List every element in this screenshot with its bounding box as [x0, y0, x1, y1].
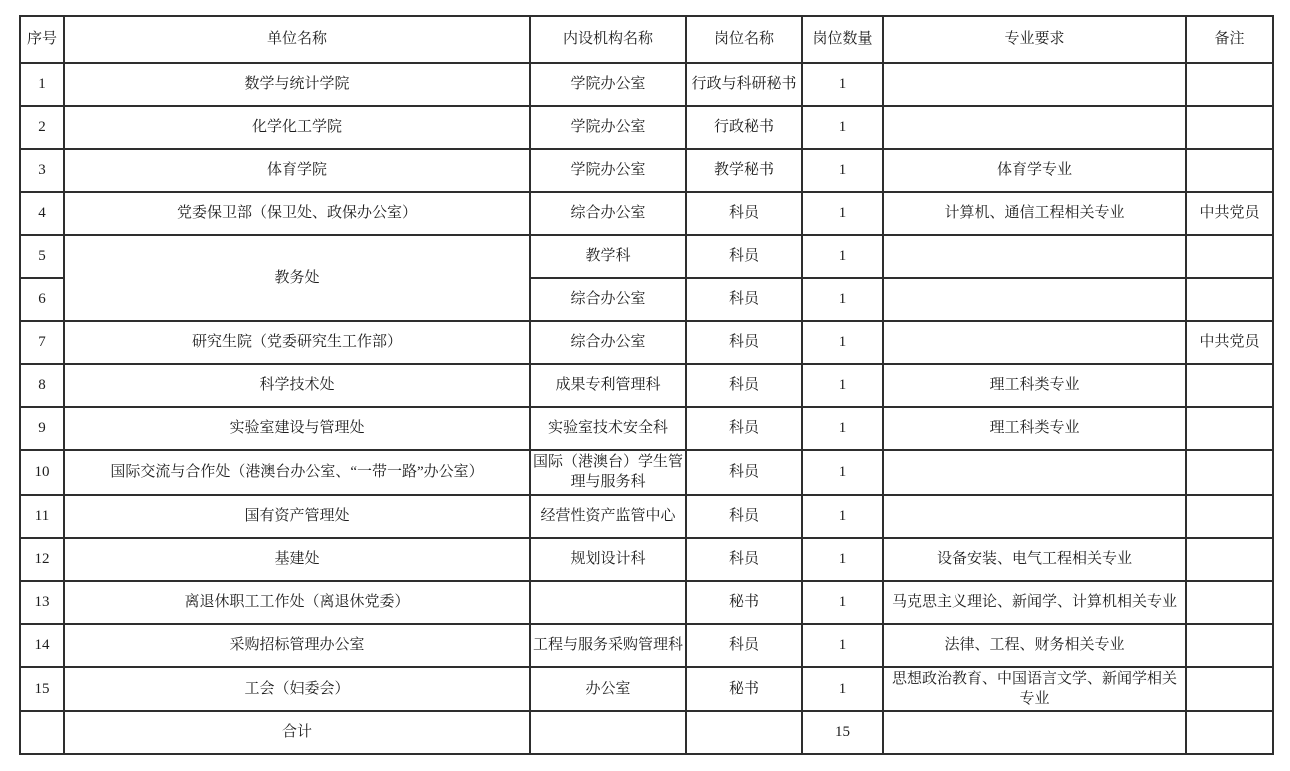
cell-internal-org-name: 教学科: [530, 235, 686, 278]
cell-serial-number: 3: [20, 149, 64, 192]
cell-position-name: 科员: [686, 407, 802, 450]
table-header: [20, 16, 1273, 63]
col-header-remarks: 备注: [1186, 16, 1273, 63]
cell-unit-name: 数学与统计学院: [64, 63, 530, 106]
cell-major-requirement: 理工科类专业: [883, 407, 1186, 450]
cell-position-count: 1: [802, 278, 883, 321]
cell-major-requirement: 理工科类专业: [883, 364, 1186, 407]
cell-position-name: 科员: [686, 495, 802, 538]
cell-serial-number: 1: [20, 63, 64, 106]
cell-position-name: 秘书: [686, 581, 802, 624]
col-header-position-name: 岗位名称: [686, 16, 802, 63]
col-header-unit-name: 单位名称: [64, 16, 530, 63]
col-header-major-requirement: 专业要求: [883, 16, 1186, 63]
cell-internal-org-name: 综合办公室: [530, 192, 686, 235]
table-row: [20, 667, 1273, 712]
cell-remarks: [1186, 538, 1273, 581]
cell-serial-number: 13: [20, 581, 64, 624]
cell-serial-number: 5: [20, 235, 64, 278]
table-row: [20, 106, 1273, 149]
table-row: [20, 192, 1273, 235]
cell-internal-org-name: 规划设计科: [530, 538, 686, 581]
cell-major-requirement: [883, 235, 1186, 278]
cell-unit-name: 工会（妇委会）: [64, 667, 530, 712]
cell-position-count: 1: [802, 450, 883, 495]
cell-position-name: [686, 711, 802, 754]
table-row: [20, 235, 1273, 278]
cell-unit-name: 体育学院: [64, 149, 530, 192]
cell-serial-number: 14: [20, 624, 64, 667]
cell-internal-org-name: [530, 581, 686, 624]
cell-internal-org-name: 经营性资产监管中心: [530, 495, 686, 538]
cell-remarks: [1186, 495, 1273, 538]
cell-major-requirement: [883, 450, 1186, 495]
cell-position-count: 1: [802, 407, 883, 450]
cell-internal-org-name: 工程与服务采购管理科: [530, 624, 686, 667]
header-row: [20, 16, 1273, 63]
cell-position-count: 1: [802, 106, 883, 149]
cell-major-requirement: 法律、工程、财务相关专业: [883, 624, 1186, 667]
cell-position-name: 科员: [686, 364, 802, 407]
cell-position-count: 1: [802, 624, 883, 667]
cell-major-requirement: 体育学专业: [883, 149, 1186, 192]
cell-remarks: [1186, 624, 1273, 667]
cell-position-name: 科员: [686, 538, 802, 581]
cell-remarks: 中共党员: [1186, 321, 1273, 364]
cell-position-count: 1: [802, 538, 883, 581]
cell-position-name: 科员: [686, 450, 802, 495]
cell-serial-number: 8: [20, 364, 64, 407]
cell-major-requirement: 思想政治教育、中国语言文学、新闻学相关专业: [883, 667, 1186, 712]
cell-remarks: [1186, 450, 1273, 495]
cell-unit-name: 采购招标管理办公室: [64, 624, 530, 667]
cell-serial-number: 4: [20, 192, 64, 235]
cell-position-count: 1: [802, 321, 883, 364]
cell-internal-org-name: 国际（港澳台）学生管理与服务科: [530, 450, 686, 495]
total-row: [20, 711, 1273, 754]
cell-serial-number: 9: [20, 407, 64, 450]
cell-position-count: 1: [802, 192, 883, 235]
table-row: [20, 149, 1273, 192]
cell-internal-org-name: 综合办公室: [530, 278, 686, 321]
cell-serial-number: 15: [20, 667, 64, 712]
cell-major-requirement: 马克思主义理论、新闻学、计算机相关专业: [883, 581, 1186, 624]
table-row: [20, 581, 1273, 624]
cell-unit-name: 国际交流与合作处（港澳台办公室、“一带一路”办公室）: [64, 450, 530, 495]
table-row: [20, 450, 1273, 495]
cell-remarks: 中共党员: [1186, 192, 1273, 235]
cell-remarks: [1186, 667, 1273, 712]
cell-unit-name: 基建处: [64, 538, 530, 581]
cell-unit-name: 离退休职工工作处（离退休党委）: [64, 581, 530, 624]
cell-position-count: 1: [802, 495, 883, 538]
table-body: [20, 63, 1273, 754]
recruitment-positions-table: [19, 15, 1274, 755]
cell-serial-number: 11: [20, 495, 64, 538]
cell-position-name: 科员: [686, 278, 802, 321]
table-row: [20, 624, 1273, 667]
cell-position-name: 教学秘书: [686, 149, 802, 192]
col-header-position-count: 岗位数量: [802, 16, 883, 63]
cell-position-count: 1: [802, 63, 883, 106]
cell-position-name: 行政与科研秘书: [686, 63, 802, 106]
cell-remarks: [1186, 364, 1273, 407]
table-row: [20, 321, 1273, 364]
cell-remarks: [1186, 278, 1273, 321]
cell-serial-number: 2: [20, 106, 64, 149]
cell-position-name: 科员: [686, 235, 802, 278]
cell-position-name: 科员: [686, 321, 802, 364]
cell-major-requirement: [883, 63, 1186, 106]
cell-internal-org-name: 学院办公室: [530, 106, 686, 149]
cell-internal-org-name: 综合办公室: [530, 321, 686, 364]
cell-remarks: [1186, 149, 1273, 192]
cell-internal-org-name: 学院办公室: [530, 63, 686, 106]
table-row: [20, 495, 1273, 538]
cell-remarks: [1186, 106, 1273, 149]
table-row: [20, 364, 1273, 407]
cell-position-name: 科员: [686, 192, 802, 235]
table-row: [20, 538, 1273, 581]
cell-position-count: 15: [802, 711, 883, 754]
cell-position-count: 1: [802, 364, 883, 407]
cell-remarks: [1186, 63, 1273, 106]
cell-remarks: [1186, 407, 1273, 450]
table-row: [20, 63, 1273, 106]
cell-position-count: 1: [802, 149, 883, 192]
cell-unit-name: 国有资产管理处: [64, 495, 530, 538]
col-header-internal-org-name: 内设机构名称: [530, 16, 686, 63]
cell-unit-name: 科学技术处: [64, 364, 530, 407]
cell-major-requirement: 计算机、通信工程相关专业: [883, 192, 1186, 235]
cell-serial-number: 6: [20, 278, 64, 321]
cell-internal-org-name: 学院办公室: [530, 149, 686, 192]
cell-major-requirement: [883, 711, 1186, 754]
cell-internal-org-name: [530, 711, 686, 754]
cell-remarks: [1186, 711, 1273, 754]
cell-major-requirement: [883, 321, 1186, 364]
cell-serial-number: [20, 711, 64, 754]
cell-position-name: 行政秘书: [686, 106, 802, 149]
cell-remarks: [1186, 235, 1273, 278]
cell-remarks: [1186, 581, 1273, 624]
cell-internal-org-name: 成果专利管理科: [530, 364, 686, 407]
cell-major-requirement: [883, 278, 1186, 321]
table-row: [20, 407, 1273, 450]
cell-position-count: 1: [802, 667, 883, 712]
cell-position-name: 科员: [686, 624, 802, 667]
cell-internal-org-name: 办公室: [530, 667, 686, 712]
cell-serial-number: 12: [20, 538, 64, 581]
cell-major-requirement: 设备安装、电气工程相关专业: [883, 538, 1186, 581]
cell-position-name: 秘书: [686, 667, 802, 712]
col-header-serial-number: 序号: [20, 16, 64, 63]
cell-unit-name: 党委保卫部（保卫处、政保办公室）: [64, 192, 530, 235]
cell-unit-name: 化学化工学院: [64, 106, 530, 149]
cell-serial-number: 7: [20, 321, 64, 364]
cell-internal-org-name: 实验室技术安全科: [530, 407, 686, 450]
cell-position-count: 1: [802, 235, 883, 278]
cell-unit-name: 研究生院（党委研究生工作部）: [64, 321, 530, 364]
cell-major-requirement: [883, 495, 1186, 538]
cell-unit-name: 实验室建设与管理处: [64, 407, 530, 450]
cell-position-count: 1: [802, 581, 883, 624]
cell-major-requirement: [883, 106, 1186, 149]
cell-unit-name: 合计: [64, 711, 530, 754]
cell-unit-name: 教务处: [64, 235, 530, 321]
cell-serial-number: 10: [20, 450, 64, 495]
